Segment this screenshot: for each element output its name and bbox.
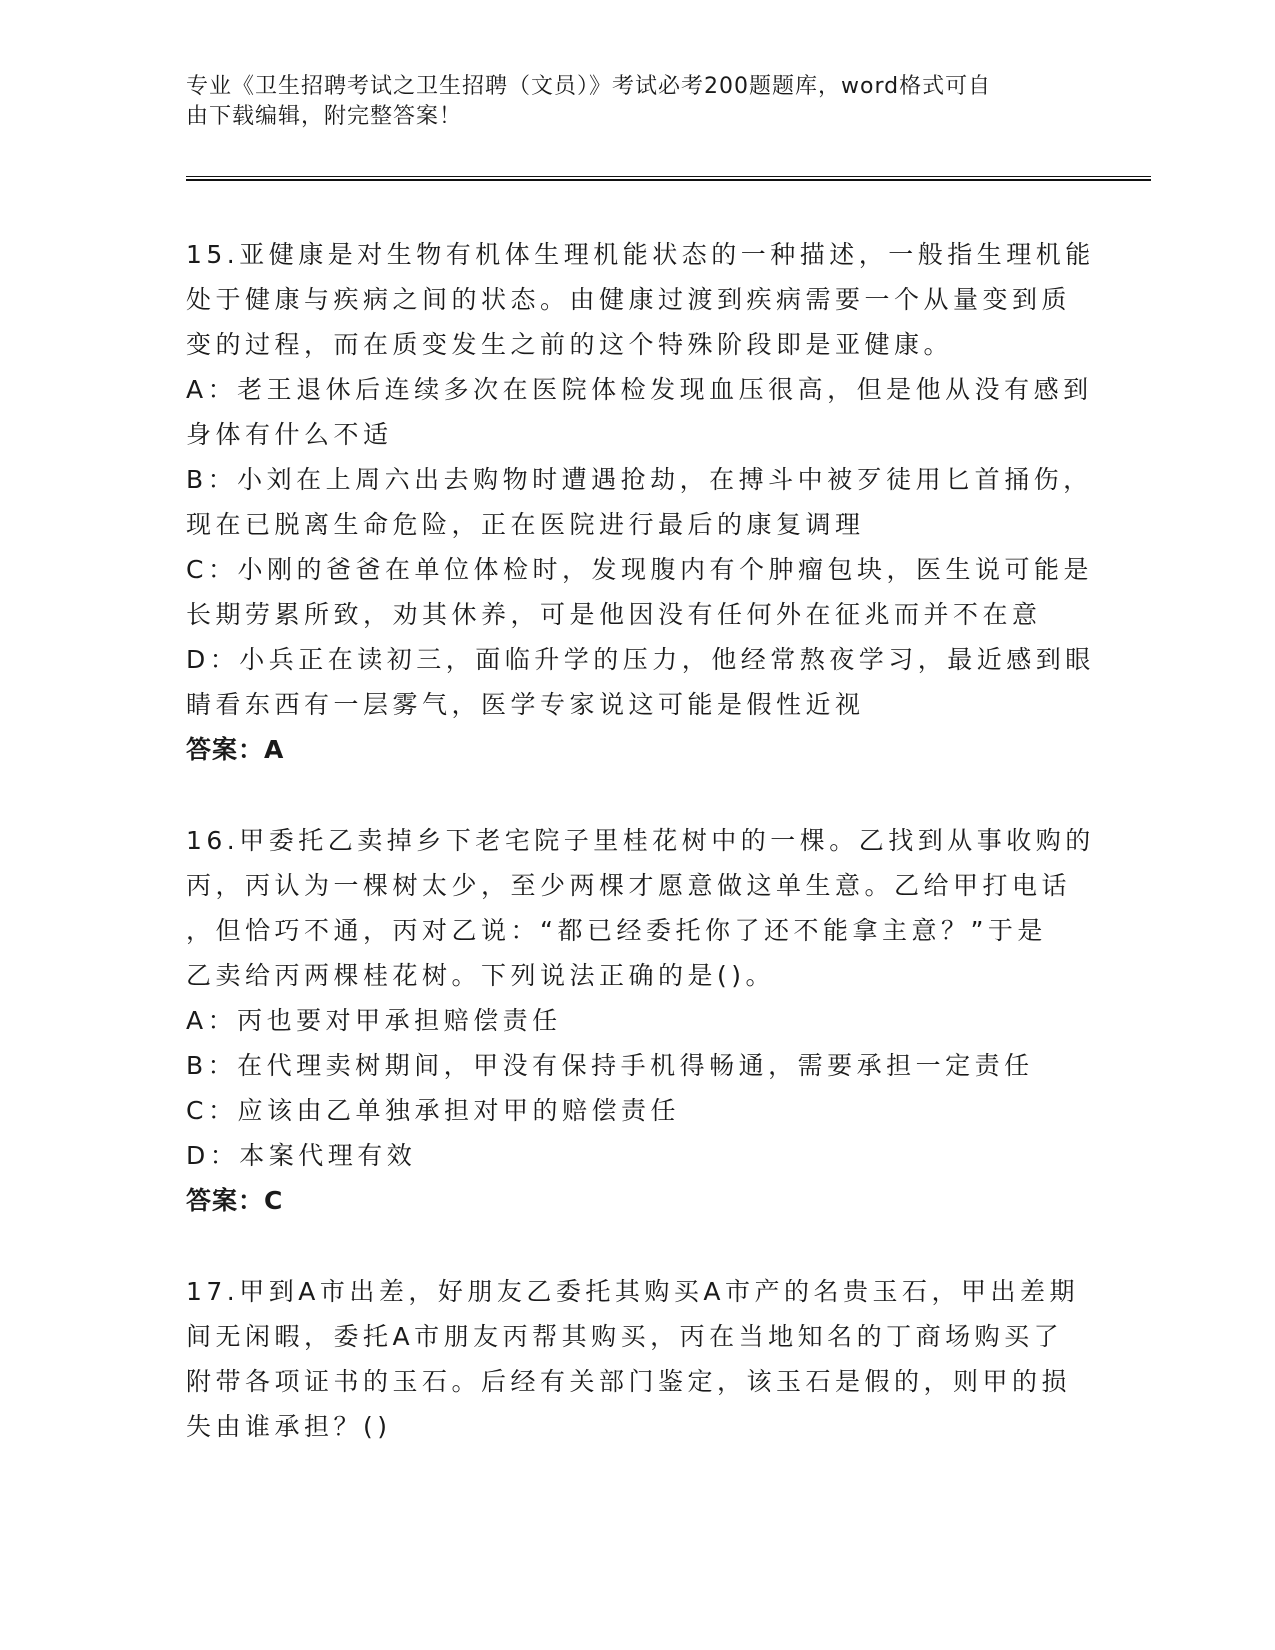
question-text: 丙，丙认为一棵树太少，至少两棵才愿意做这单生意。乙给甲打电话 xyxy=(186,871,1072,900)
question-text: 失由谁承担？() xyxy=(186,1412,392,1441)
header-divider xyxy=(186,176,1151,181)
header-line: 专业《卫生招聘考试之卫生招聘（文员）》考试必考200题题库，word格式可自 xyxy=(186,74,992,99)
option-d: D：小兵正在读初三，面临升学的压力，他经常熬夜学习，最近感到眼 xyxy=(186,645,1095,674)
option-a: A：丙也要对甲承担赔偿责任 xyxy=(186,1006,562,1035)
question-16 xyxy=(186,818,1095,1223)
document-header xyxy=(186,72,1066,132)
question-text: 间无闲暇，委托A市朋友丙帮其购买，丙在当地知名的丁商场购买了 xyxy=(186,1322,1064,1351)
option-a: 身体有什么不适 xyxy=(186,420,393,449)
question-15 xyxy=(186,232,1095,772)
option-b: B：在代理卖树期间，甲没有保持手机得畅通，需要承担一定责任 xyxy=(186,1051,1034,1080)
answer-text: 答案：A xyxy=(186,735,285,764)
question-text: 16.甲委托乙卖掉乡下老宅院子里桂花树中的一棵。乙找到从事收购的 xyxy=(186,826,1095,855)
question-list xyxy=(186,232,1095,1495)
option-d: D：本案代理有效 xyxy=(186,1141,417,1170)
question-text: ，但恰巧不通，丙对乙说：“都已经委托你了还不能拿主意？”于是 xyxy=(186,916,1047,945)
option-d: 睛看东西有一层雾气，医学专家说这可能是假性近视 xyxy=(186,690,865,719)
answer-text: 答案：C xyxy=(186,1186,284,1215)
option-b: B：小刘在上周六出去购物时遭遇抢劫，在搏斗中被歹徒用匕首捅伤， xyxy=(186,465,1093,494)
question-text: 17.甲到A市出差，好朋友乙委托其购买A市产的名贵玉石，甲出差期 xyxy=(186,1277,1079,1306)
question-text: 处于健康与疾病之间的状态。由健康过渡到疾病需要一个从量变到质 xyxy=(186,285,1072,314)
header-line: 由下载编辑，附完整答案！ xyxy=(186,104,463,129)
option-b: 现在已脱离生命危险，正在医院进行最后的康复调理 xyxy=(186,510,865,539)
question-text: 15.亚健康是对生物有机体生理机能状态的一种描述，一般指生理机能 xyxy=(186,240,1095,269)
option-a: A：老王退休后连续多次在医院体检发现血压很高，但是他从没有感到 xyxy=(186,375,1093,404)
option-c: C：小刚的爸爸在单位体检时，发现腹内有个肿瘤包块，医生说可能是 xyxy=(186,555,1093,584)
question-17 xyxy=(186,1269,1079,1449)
question-text: 乙卖给丙两棵桂花树。下列说法正确的是()。 xyxy=(186,961,776,990)
option-c: 长期劳累所致，劝其休养，可是他因没有任何外在征兆而并不在意 xyxy=(186,600,1042,629)
option-c: C：应该由乙单独承担对甲的赔偿责任 xyxy=(186,1096,680,1125)
question-text: 变的过程，而在质变发生之前的这个特殊阶段即是亚健康。 xyxy=(186,330,954,359)
question-text: 附带各项证书的玉石。后经有关部门鉴定，该玉石是假的，则甲的损 xyxy=(186,1367,1072,1396)
